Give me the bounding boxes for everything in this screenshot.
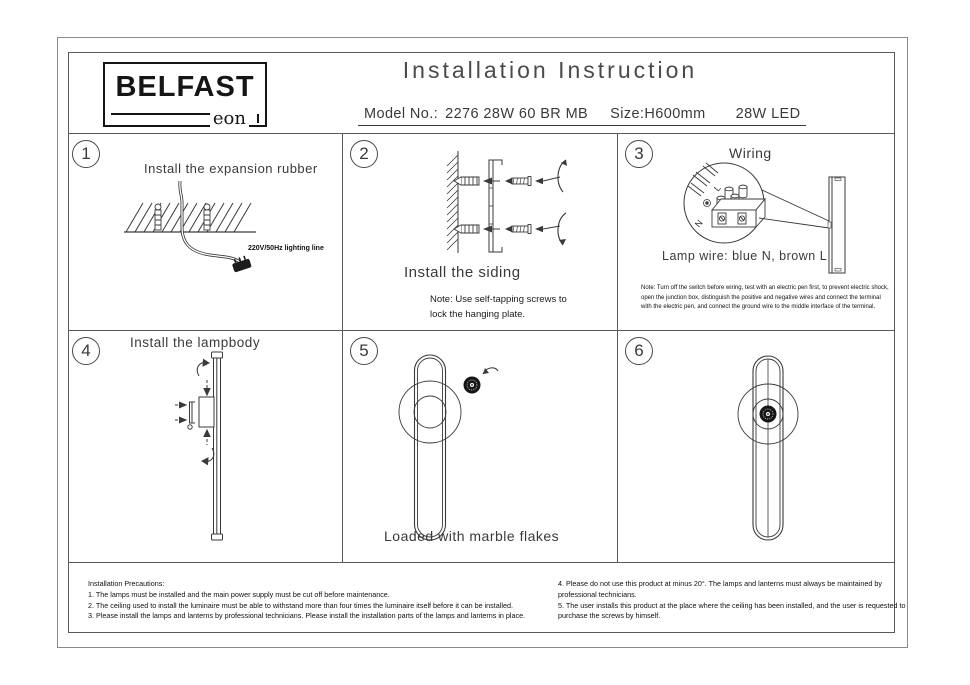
size-label: Size:	[610, 106, 645, 122]
logo-corner-tick	[257, 114, 259, 123]
brand-name: BELFAST	[115, 71, 255, 103]
terminal-label-n: N	[692, 217, 705, 230]
side-bracket	[175, 402, 195, 429]
rotation-arrow-icon	[483, 368, 498, 374]
marble-flake-knob-icon	[464, 377, 481, 394]
step-2-note-line1: Note: Use self-tapping screws to	[430, 294, 567, 305]
screw-icon	[505, 225, 531, 234]
wall-hatch	[447, 151, 458, 253]
brand-logo	[103, 62, 267, 127]
panel-step-1	[68, 133, 342, 330]
precautions-left-column	[88, 579, 553, 622]
step-6-diagram	[617, 330, 895, 562]
model-value: 2276 28W 60 BR MB	[445, 106, 589, 122]
step-2-note-line2: lock the hanging plate.	[430, 309, 526, 320]
terminal-label-l: L	[711, 183, 723, 194]
lamp-bar-side-view	[212, 352, 223, 540]
model-spec-line	[358, 106, 806, 126]
precautions-title: Installation Precautions:	[88, 579, 165, 588]
panel-step-3	[617, 133, 895, 330]
wall-hatch	[124, 203, 256, 232]
step-3-title: Wiring	[729, 145, 772, 161]
step-4-title: Install the lampbody	[130, 335, 261, 350]
step-1-title: Install the expansion rubber	[144, 161, 318, 176]
precaution-item: 2. The ceiling used to install the luminaire must be able to withstand more than four times the luminaire itself before it can be installed.	[88, 600, 513, 610]
panel-step-2	[342, 133, 617, 330]
drive-arrow-icon	[535, 160, 567, 192]
ground-symbol-icon	[704, 200, 711, 207]
mount-block	[199, 397, 214, 427]
screw-icon	[505, 177, 531, 186]
step-3-badge: 3	[625, 140, 653, 168]
grid-line-precautions-top	[68, 562, 895, 563]
precaution-item: 4. Please do not use this product at minus 20°. The lamps and lanterns must always be maintained by professional technicians.	[558, 579, 882, 599]
step-6-badge: 6	[625, 337, 653, 365]
brand-sub-name: eon	[210, 108, 249, 129]
mount-circles	[399, 381, 461, 443]
lamp-bar-side-view	[828, 177, 845, 273]
precaution-item: 3. Please install the lamps and lanterns by professional technicians. Please install the installation parts of the lamps and lanterns in place.	[88, 611, 526, 621]
drive-arrow-icon	[535, 213, 566, 245]
step-4-badge: 4	[72, 337, 100, 365]
rotation-arrow-icon	[202, 430, 214, 465]
step-1-badge: 1	[72, 140, 100, 168]
page-title: Installation Instruction	[402, 57, 698, 83]
panel-step-6	[617, 330, 895, 562]
step-5-badge: 5	[350, 337, 378, 365]
panel-step-5	[342, 330, 617, 562]
marble-flake-knob-icon	[760, 406, 777, 423]
expansion-anchor-icon	[204, 204, 210, 230]
hanging-plate	[489, 160, 502, 252]
expansion-anchor-icon	[155, 204, 161, 230]
wire-strands	[688, 163, 718, 196]
precautions-right-column	[558, 579, 910, 622]
step-2-badge: 2	[350, 140, 378, 168]
precaution-item: 1. The lamps must be installed and the main power supply must be cut off before maintenance.	[88, 589, 390, 599]
lamp-spec: 28W LED	[735, 106, 801, 122]
panel-step-4	[68, 330, 342, 562]
step-3-note: Note: Turn off the switch before wiring, test with an electric pen first, to prevent electric shock, open the junction box, distinguish the positive and negative wires and connect the terminal with the electric pen, and connect the ground wire to the middle interface of the terminal.	[641, 285, 889, 311]
step-5-caption: Loaded with marble flakes	[384, 528, 560, 544]
leader-lines	[759, 190, 829, 228]
logo-underline	[111, 113, 213, 115]
precaution-item: 5. The user installs this product at the place where the ceiling has been installed, and the user is requested to purchase the screws by himself.	[558, 600, 906, 621]
step-4-diagram	[68, 330, 342, 562]
model-label: Model No.:	[364, 106, 439, 122]
step-2-title: Install the siding	[404, 264, 521, 281]
step-3-wire-label: Lamp wire: blue N, brown L	[662, 249, 828, 263]
size-value: H600mm	[644, 106, 706, 122]
step-1-wire-label: 220V/50Hz lighting line	[248, 245, 324, 252]
rotation-arrow-icon	[197, 360, 210, 396]
step-1-diagram	[68, 133, 342, 330]
